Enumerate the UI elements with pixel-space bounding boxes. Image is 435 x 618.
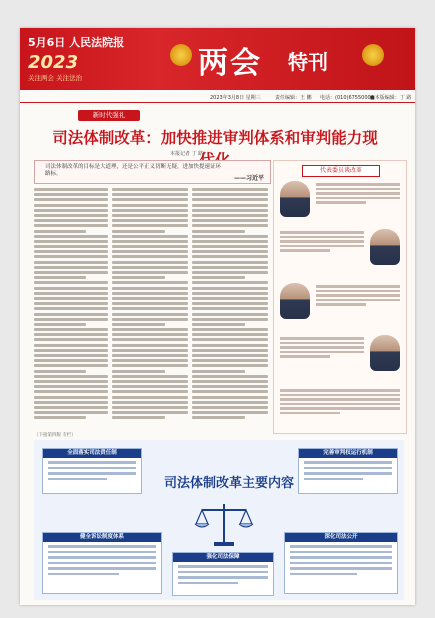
infographic-box-4 — [172, 552, 274, 596]
masthead-slogan: 关注两会 关注法治 — [28, 74, 83, 82]
body-text-line — [34, 255, 108, 258]
delegate-quote-5 — [280, 389, 400, 416]
body-text-line — [192, 281, 268, 284]
body-text-line — [34, 214, 108, 217]
body-text-line — [34, 328, 108, 331]
masthead-title: 两会 — [198, 46, 262, 81]
continued-note: （下接第四版 专栏） — [34, 433, 76, 438]
masthead-year: 2023 — [28, 52, 79, 73]
delegate-portrait-4 — [370, 335, 400, 371]
body-text-line — [192, 364, 268, 367]
body-text-line — [192, 287, 268, 290]
infographic-title: 司法体制改革主要内容 — [164, 476, 295, 491]
editor-credit: 责任编辑：王 鹏 — [275, 95, 312, 101]
body-text-line — [192, 292, 268, 295]
body-text-line — [34, 209, 108, 212]
body-text-line — [112, 198, 188, 201]
body-text-line — [192, 224, 268, 227]
infographic-box-2 — [298, 448, 398, 494]
newspaper-page — [20, 28, 415, 605]
infographic-box-5 — [284, 532, 398, 594]
national-emblem-icon — [170, 44, 192, 66]
body-text-line — [112, 281, 188, 284]
article-column-1 — [34, 188, 108, 426]
body-text-line — [112, 297, 188, 300]
delegate-portrait-3 — [280, 283, 310, 319]
delegate-quote-3 — [316, 285, 400, 308]
body-text-line — [34, 307, 108, 310]
body-text-line — [34, 396, 108, 399]
body-text-line — [34, 406, 108, 409]
issue-date: 2023年3月8日 星期三 — [210, 95, 261, 101]
infographic-box-3-label: 健全诉讼制度体系 — [43, 533, 161, 542]
delegate-quote-1 — [316, 183, 400, 206]
body-text-line — [192, 261, 268, 264]
body-text-line — [112, 318, 188, 321]
leader-quote-box — [34, 160, 271, 184]
body-text-line — [112, 224, 188, 227]
body-text-line — [34, 276, 86, 279]
body-text-line — [112, 354, 188, 357]
body-text-line — [34, 198, 108, 201]
body-text-line — [192, 344, 268, 347]
sidebar-title: 代表委员谈改革 — [302, 165, 380, 177]
body-text-line — [112, 193, 188, 196]
body-text-line — [112, 287, 188, 290]
body-text-line — [112, 323, 165, 326]
body-text-line — [34, 401, 108, 404]
body-text-line — [34, 344, 108, 347]
body-text-line — [112, 313, 188, 316]
article-headline: 司法体制改革：加快推进审判体系和审判能力现 — [52, 128, 378, 147]
delegate-quote-4 — [280, 337, 364, 360]
body-text-line — [192, 266, 268, 269]
body-text-line — [112, 380, 188, 383]
body-text-line — [192, 385, 268, 388]
body-text-line — [112, 328, 188, 331]
body-text-line — [192, 276, 245, 279]
article-byline: 本报记者 丁 路 — [170, 151, 204, 157]
phone-number: 电话：(010)67550000 — [320, 95, 374, 101]
body-text-line — [192, 396, 268, 399]
body-text-line — [192, 401, 268, 404]
body-text-line — [112, 411, 188, 414]
body-text-line — [192, 313, 268, 316]
body-text-line — [112, 344, 188, 347]
body-text-line — [192, 188, 268, 191]
body-text-line — [112, 209, 188, 212]
body-text-line — [112, 364, 188, 367]
body-text-line — [34, 375, 108, 378]
delegate-portrait-1 — [280, 181, 310, 217]
body-text-line — [112, 390, 188, 393]
body-text-line — [112, 359, 188, 362]
body-text-line — [192, 214, 268, 217]
body-text-line — [192, 230, 245, 233]
body-text-line — [112, 214, 188, 217]
body-text-line — [192, 302, 268, 305]
body-text-line — [192, 297, 268, 300]
body-text-line — [34, 266, 108, 269]
body-text-line — [34, 354, 108, 357]
body-text-line — [112, 276, 165, 279]
body-text-line — [112, 416, 165, 419]
body-text-line — [192, 411, 268, 414]
body-text-line — [192, 380, 268, 383]
body-text-line — [192, 219, 268, 222]
body-text-line — [34, 297, 108, 300]
body-text-line — [112, 245, 188, 248]
masthead-banner — [20, 28, 415, 90]
body-text-line — [34, 261, 108, 264]
body-text-line — [192, 416, 245, 419]
body-text-line — [192, 307, 268, 310]
body-text-line — [34, 370, 86, 373]
body-text-line — [112, 261, 188, 264]
body-text-line — [112, 333, 188, 336]
body-text-line — [34, 411, 108, 414]
body-text-line — [192, 235, 268, 238]
body-text-line — [34, 349, 108, 352]
body-text-line — [112, 219, 188, 222]
body-text-line — [34, 245, 108, 248]
body-text-line — [34, 338, 108, 341]
body-text-line — [112, 250, 188, 253]
body-text-line — [192, 390, 268, 393]
delegate-portrait-2 — [370, 229, 400, 265]
body-text-line — [112, 406, 188, 409]
body-text-line — [34, 204, 108, 207]
body-text-line — [112, 255, 188, 258]
body-text-line — [34, 271, 108, 274]
body-text-line — [192, 250, 268, 253]
body-text-line — [112, 302, 188, 305]
body-text-line — [112, 370, 165, 373]
section-editor: ■本版编辑：丁 路 — [370, 95, 412, 101]
body-text-line — [192, 323, 245, 326]
body-text-line — [192, 359, 268, 362]
body-text-line — [192, 354, 268, 357]
body-text-line — [192, 318, 268, 321]
body-text-line — [112, 401, 188, 404]
body-text-line — [112, 307, 188, 310]
body-text-line — [112, 375, 188, 378]
body-text-line — [192, 198, 268, 201]
body-text-line — [34, 380, 108, 383]
body-text-line — [192, 333, 268, 336]
issue-meta-line — [20, 92, 415, 103]
reform-infographic — [34, 440, 404, 600]
article-column-3 — [192, 188, 268, 426]
body-text-line — [34, 333, 108, 336]
paper-name: 5月6日 人民法院报 — [28, 36, 125, 49]
body-text-line — [34, 219, 108, 222]
body-text-line — [112, 338, 188, 341]
body-text-line — [112, 188, 188, 191]
masthead-title-suffix: 特刊 — [288, 50, 328, 74]
body-text-line — [34, 230, 86, 233]
body-text-line — [192, 349, 268, 352]
leader-quote-text: 司法体制改革的目标是大道理，还是公平正义切断无疑，进加快提速证环路标。 — [45, 164, 222, 177]
body-text-line — [192, 209, 268, 212]
body-text-line — [112, 396, 188, 399]
body-text-line — [34, 188, 108, 191]
body-text-line — [34, 318, 108, 321]
body-text-line — [112, 385, 188, 388]
body-text-line — [192, 338, 268, 341]
body-text-line — [34, 287, 108, 290]
delegate-quote-2 — [280, 231, 364, 254]
body-text-line — [192, 406, 268, 409]
infographic-box-2-label: 完善审判权运行机制 — [299, 449, 397, 458]
body-text-line — [34, 235, 108, 238]
body-text-line — [34, 224, 108, 227]
leader-quote-source: ——习近平 — [233, 175, 264, 182]
body-text-line — [192, 271, 268, 274]
body-text-line — [34, 281, 108, 284]
body-text-line — [112, 292, 188, 295]
body-text-line — [34, 313, 108, 316]
infographic-box-1 — [42, 448, 142, 494]
body-text-line — [192, 370, 245, 373]
article-column-2 — [112, 188, 188, 426]
body-text-line — [112, 240, 188, 243]
body-text-line — [112, 349, 188, 352]
body-text-line — [34, 364, 108, 367]
representatives-sidebar — [273, 160, 407, 434]
body-text-line — [112, 235, 188, 238]
infographic-box-4-label: 强化司法保障 — [173, 553, 273, 562]
infographic-box-3 — [42, 532, 162, 594]
body-text-line — [112, 271, 188, 274]
body-text-line — [34, 240, 108, 243]
body-text-line — [192, 375, 268, 378]
body-text-line — [34, 385, 108, 388]
body-text-line — [34, 193, 108, 196]
body-text-line — [192, 240, 268, 243]
body-text-line — [112, 204, 188, 207]
body-text-line — [34, 302, 108, 305]
body-text-line — [34, 323, 86, 326]
body-text-line — [192, 255, 268, 258]
body-text-line — [34, 359, 108, 362]
court-emblem-icon — [362, 44, 384, 66]
infographic-box-5-label: 深化司法公开 — [285, 533, 397, 542]
body-text-line — [192, 328, 268, 331]
body-text-line — [34, 292, 108, 295]
infographic-box-1-label: 全面落实司法责任制 — [43, 449, 141, 458]
section-ribbon: 新时代强礼 — [78, 110, 140, 121]
body-text-line — [34, 250, 108, 253]
body-text-line — [112, 266, 188, 269]
body-text-line — [192, 193, 268, 196]
body-text-line — [112, 230, 165, 233]
body-text-line — [192, 204, 268, 207]
body-text-line — [34, 416, 86, 419]
scales-of-justice-icon — [194, 498, 254, 548]
body-text-line — [34, 390, 108, 393]
body-text-line — [192, 245, 268, 248]
